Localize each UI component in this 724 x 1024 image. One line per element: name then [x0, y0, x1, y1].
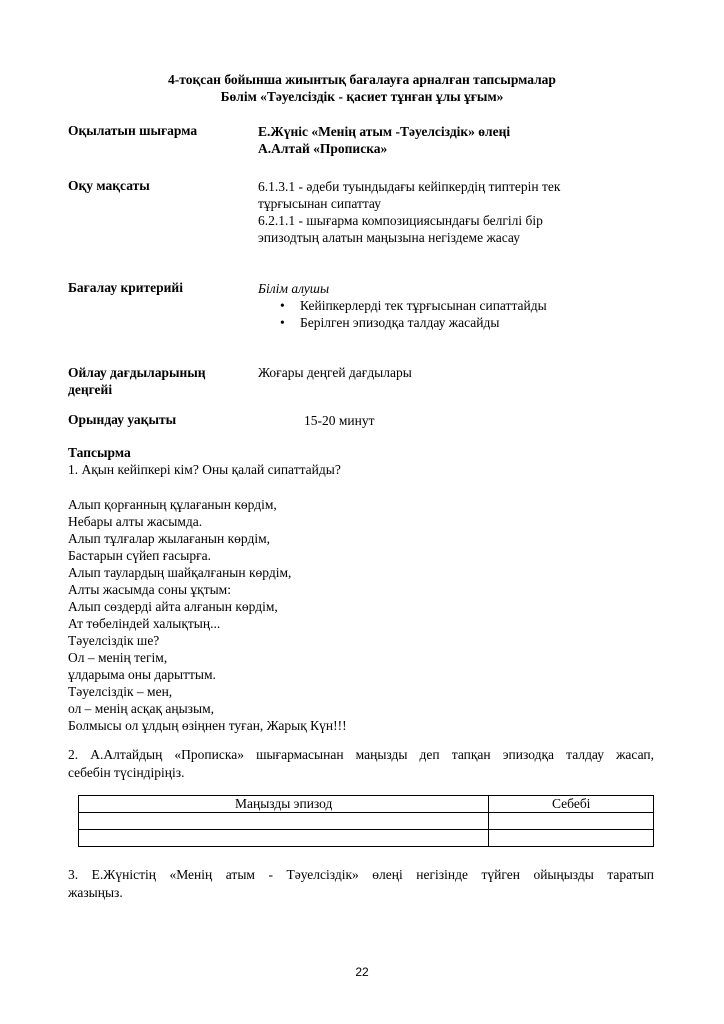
criteria-intro: Білім алушы	[258, 281, 330, 296]
question-2	[68, 746, 654, 782]
goal-value	[258, 178, 560, 246]
work-title-2: А.Алтай «Прописка»	[258, 141, 388, 156]
criteria-item: • Берілген эпизодқа талдау жасайды	[258, 314, 547, 331]
poem-line: Алып тұлғалар жылағанын көрдім,	[68, 531, 271, 546]
time-label: Орындау уақыты	[68, 412, 177, 427]
criteria-label: Бағалау критерийі	[68, 280, 183, 295]
skills-label-line: Ойлау дағдыларының	[68, 365, 206, 380]
goal-line: 6.1.3.1 - әдеби туындыдағы кейіпкердің типтерін тек	[258, 179, 561, 194]
table-header-row	[79, 796, 654, 813]
poem-line: Небары алты жасымда.	[68, 514, 203, 529]
time-value: 15-20 минут	[304, 413, 375, 428]
skills-label	[68, 364, 206, 398]
skills-label-line: деңгейі	[68, 382, 113, 397]
table-header-episode: Маңызды эпизод	[79, 796, 489, 813]
criteria-value	[258, 280, 547, 331]
work-label: Оқылатын шығарма	[68, 123, 198, 138]
question-3-line: 3. Е.Жүністің «Менің атым - Тәуелсіздік» өлеңі негізінде түйген ойыңызды таратып	[68, 867, 654, 882]
question-3	[68, 866, 654, 902]
goal-line: эпизодтың алатын маңызына негіздеме жасау	[258, 230, 520, 245]
goal-line: 6.2.1.1 - шығарма композициясындағы белгілі бір	[258, 213, 543, 228]
table-row	[79, 830, 654, 847]
question-2-line: себебін түсіндіріңіз.	[68, 765, 185, 780]
table-row	[79, 813, 654, 830]
poem-line: Алып сөздерді айта алғанын көрдім,	[68, 599, 278, 614]
poem-line: Тәуелсіздік – мен,	[68, 684, 173, 699]
poem-line: Алты жасымда соны ұқтым:	[68, 582, 231, 597]
table-cell[interactable]	[489, 813, 654, 830]
document-title: 4-тоқсан бойынша жиынтық бағалауға арналған тапсырмалар	[168, 72, 556, 87]
poem-line: ол – менің асқақ аңызым,	[68, 701, 214, 716]
poem-line: Болмысы ол ұлдың өзіңнен туған, Жарық Күн!!!	[68, 718, 347, 733]
question-2-line: 2. А.Алтайдың «Прописка» шығармасынан маңызды деп тапқан эпизодқа талдау жасап,	[68, 747, 654, 762]
goal-line: тұрғысынан сипаттау	[258, 196, 381, 211]
table-header-reason: Себебі	[489, 796, 654, 813]
poem-line: Ат төбеліндей халықтың...	[68, 616, 221, 631]
poem	[68, 496, 347, 734]
task-heading: Тапсырма	[68, 445, 131, 460]
poem-line: Ол – менің тегім,	[68, 650, 168, 665]
table-cell[interactable]	[489, 830, 654, 847]
criteria-list	[258, 297, 547, 331]
table-cell[interactable]	[79, 830, 489, 847]
poem-line: Алып қорғанның құлағанын көрдім,	[68, 497, 277, 512]
question-1: 1. Ақын кейіпкері кім? Оны қалай сипаттайды?	[68, 462, 341, 477]
poem-line: Тәуелсіздік ше?	[68, 633, 160, 648]
skills-value: Жоғары деңгей дағдылары	[258, 365, 412, 380]
section-title: Бөлім «Тәуелсіздік - қасиет тұнған ұлы ұғым»	[220, 89, 504, 104]
page-number: 22	[355, 965, 369, 979]
criteria-item: • Кейіпкерлерді тек тұрғысынан сипаттайды	[258, 297, 547, 314]
table-cell[interactable]	[79, 813, 489, 830]
poem-line: Алып таулардың шайқалғанын көрдім,	[68, 565, 292, 580]
question-3-line: жазыңыз.	[68, 885, 123, 900]
poem-line: Бастарын сүйеп ғасырға.	[68, 548, 212, 563]
poem-line: ұлдарыма оны дарыттым.	[68, 667, 216, 682]
episode-table	[78, 795, 654, 847]
work-title-1: Е.Жүніс «Менің атым -Тәуелсіздік» өлеңі	[258, 124, 511, 139]
work-value	[258, 123, 510, 157]
goal-label: Оқу мақсаты	[68, 178, 150, 193]
